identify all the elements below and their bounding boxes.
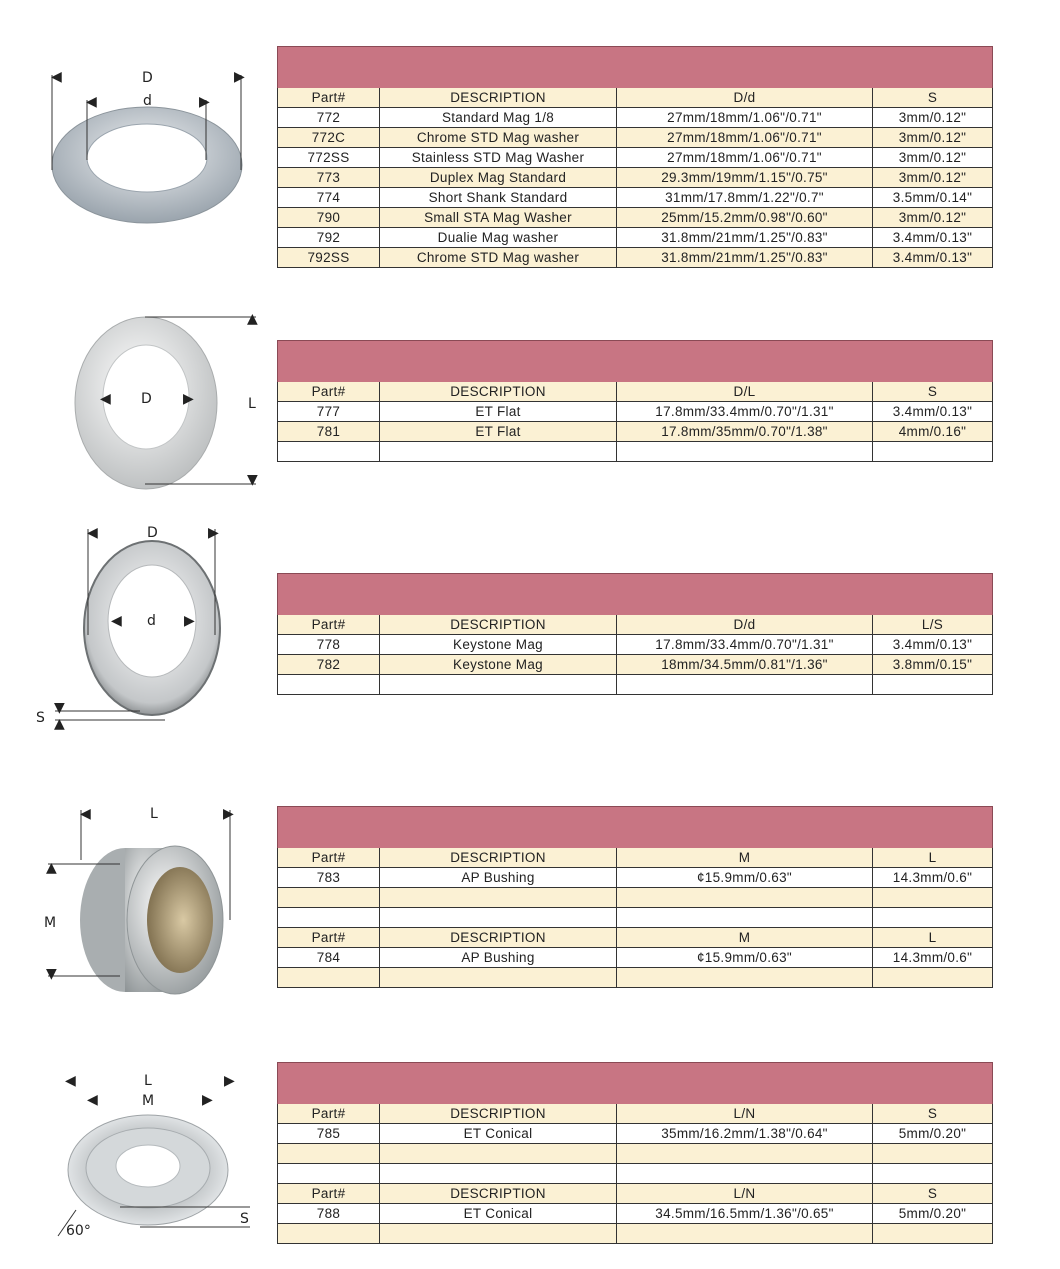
cell-thickness: 3mm/0.12" [898, 170, 967, 185]
cell-thickness: 4mm/0.16" [898, 424, 967, 439]
header-description: DESCRIPTION [380, 1184, 617, 1203]
table-row [277, 188, 993, 208]
cell-part: 772 [278, 108, 380, 127]
svg-text:▲: ▲ [247, 311, 258, 327]
cell-dimension [617, 1164, 873, 1183]
header-dimension: L/N [617, 1104, 873, 1123]
cell-description: ET Conical [380, 1204, 617, 1223]
cell-part [278, 908, 380, 927]
dim-label-M: M [44, 915, 57, 931]
svg-text:▲: ▲ [46, 860, 57, 876]
cell-part: 788 [278, 1204, 380, 1223]
table-header-row [277, 848, 993, 868]
svg-text:▶: ▶ [223, 806, 234, 822]
cell-part: 792 [278, 228, 380, 247]
cell-dimension [617, 968, 873, 987]
cell-description: ET Conical [380, 1124, 617, 1143]
cell-thickness: 3mm/0.12" [898, 210, 967, 225]
cell-thickness: 3.4mm/0.13" [892, 404, 973, 419]
cell-part: 790 [278, 208, 380, 227]
cell-thickness [873, 908, 992, 927]
cell-thickness [873, 675, 992, 694]
cell-description [380, 675, 617, 694]
cell-dimension: 18mm/34.5mm/0.81"/1.36" [617, 655, 873, 674]
table-row [277, 168, 993, 188]
cell-part: 785 [278, 1124, 380, 1143]
header-part: Part# [278, 615, 380, 634]
header-dimension: M [617, 848, 873, 867]
cell-thickness [873, 888, 992, 907]
table-row [277, 1144, 993, 1164]
cell-dimension [617, 888, 873, 907]
cell-thickness: 3.5mm/0.14" [892, 190, 973, 205]
table-row [277, 968, 993, 988]
cell-dimension [617, 675, 873, 694]
cell-dimension [617, 1144, 873, 1163]
dim-label-M: M [142, 1093, 155, 1109]
cell-dimension: 31.8mm/21mm/1.25"/0.83" [617, 248, 873, 267]
cell-part [278, 968, 380, 987]
table-title-bar [277, 806, 993, 848]
cell-description: Chrome STD Mag washer [380, 128, 617, 147]
cell-description [380, 1224, 617, 1243]
cell-description [380, 442, 617, 461]
header-description: DESCRIPTION [380, 928, 617, 947]
cell-thickness: 3mm/0.12" [898, 150, 967, 165]
header-part: Part# [278, 848, 380, 867]
cell-description [380, 888, 617, 907]
table-row [277, 422, 993, 442]
table-row [277, 402, 993, 422]
cell-part: 781 [278, 422, 380, 441]
cell-dimension: 17.8mm/35mm/0.70"/1.38" [617, 422, 873, 441]
cell-dimension: 27mm/18mm/1.06"/0.71" [617, 108, 873, 127]
svg-text:◀: ◀ [111, 613, 122, 629]
table-ap-bushing [277, 806, 993, 988]
cell-part [278, 1224, 380, 1243]
cell-description: AP Bushing [380, 868, 617, 887]
header-part: Part# [278, 88, 380, 107]
dim-label-D: D [141, 391, 152, 407]
header-part: Part# [278, 928, 380, 947]
svg-text:◀: ◀ [87, 1092, 98, 1108]
table-row [277, 442, 993, 462]
cell-part [278, 1164, 380, 1183]
cell-dimension: 17.8mm/33.4mm/0.70"/1.31" [617, 402, 873, 421]
table-row [277, 208, 993, 228]
table-mag-washers [277, 46, 993, 268]
cell-part: 784 [278, 948, 380, 967]
header-thickness: L [928, 850, 937, 865]
cell-thickness: 5mm/0.20" [898, 1126, 967, 1141]
cell-description: ET Flat [380, 422, 617, 441]
dim-label-S: S [36, 710, 45, 726]
header-thickness: S [927, 1106, 938, 1121]
cell-part [278, 442, 380, 461]
dim-label-S: S [240, 1211, 249, 1227]
table-et-conical [277, 1062, 993, 1244]
header-description: DESCRIPTION [380, 615, 617, 634]
cell-part: 774 [278, 188, 380, 207]
svg-text:▶: ▶ [199, 94, 210, 110]
angle-label: 60° [66, 1223, 91, 1239]
cell-dimension: 31.8mm/21mm/1.25"/0.83" [617, 228, 873, 247]
svg-text:▼: ▼ [54, 700, 65, 716]
svg-text:▶: ▶ [224, 1073, 235, 1089]
dim-label-D: D [147, 525, 158, 541]
cell-thickness [873, 968, 992, 987]
table-header-row [277, 88, 993, 108]
table-row [277, 1164, 993, 1184]
svg-text:◀: ◀ [65, 1073, 76, 1089]
cell-description: Stainless STD Mag Washer [380, 148, 617, 167]
table-row [277, 948, 993, 968]
dim-label-d: d [147, 613, 156, 629]
svg-text:◀: ◀ [100, 391, 111, 407]
svg-text:◀: ◀ [87, 525, 98, 541]
cell-dimension: 34.5mm/16.5mm/1.36"/0.65" [617, 1204, 873, 1223]
cell-thickness: 3mm/0.12" [898, 110, 967, 125]
cell-thickness: 3.4mm/0.13" [892, 250, 973, 265]
cell-description: Short Shank Standard [380, 188, 617, 207]
svg-text:▶: ▶ [208, 525, 219, 541]
cell-dimension [617, 1224, 873, 1243]
svg-text:▼: ▼ [247, 472, 258, 488]
table-header-row [277, 615, 993, 635]
cell-part: 777 [278, 402, 380, 421]
svg-text:◀: ◀ [80, 806, 91, 822]
table-header-row [277, 928, 993, 948]
cell-thickness [873, 442, 992, 461]
svg-text:◀: ◀ [51, 69, 62, 85]
table-row [277, 248, 993, 268]
header-part: Part# [278, 1184, 380, 1203]
table-row [277, 888, 993, 908]
cell-dimension: 17.8mm/33.4mm/0.70"/1.31" [617, 635, 873, 654]
svg-text:▶: ▶ [184, 613, 195, 629]
table-title-bar [277, 46, 993, 88]
cell-part: 792SS [278, 248, 380, 267]
table-row [277, 908, 993, 928]
cell-part [278, 675, 380, 694]
cell-dimension: 27mm/18mm/1.06"/0.71" [617, 148, 873, 167]
cell-part: 783 [278, 868, 380, 887]
header-thickness: S [927, 90, 938, 105]
cell-thickness [873, 1224, 992, 1243]
cell-dimension: 29.3mm/19mm/1.15"/0.75" [617, 168, 873, 187]
cell-part: 772C [278, 128, 380, 147]
cell-description [380, 908, 617, 927]
svg-text:◀: ◀ [86, 94, 97, 110]
diagram-mag-washer [0, 0, 270, 270]
table-row [277, 128, 993, 148]
cell-thickness [873, 1164, 992, 1183]
cell-thickness: 3.8mm/0.15" [892, 657, 973, 672]
header-thickness: S [927, 384, 938, 399]
header-description: DESCRIPTION [380, 382, 617, 401]
svg-text:▶: ▶ [234, 69, 245, 85]
header-thickness: L [928, 930, 937, 945]
table-row [277, 635, 993, 655]
cell-description [380, 1144, 617, 1163]
cell-part: 778 [278, 635, 380, 654]
et-conical-drawing [0, 1060, 270, 1260]
cell-thickness: 14.3mm/0.6" [892, 870, 973, 885]
cell-description: Chrome STD Mag washer [380, 248, 617, 267]
table-row [277, 868, 993, 888]
diagram-et-flat [0, 300, 270, 500]
dim-label-L: L [248, 396, 256, 412]
table-row [277, 675, 993, 695]
table-keystone-mag [277, 573, 993, 695]
cell-part: 782 [278, 655, 380, 674]
header-part: Part# [278, 1104, 380, 1123]
header-dimension: D/d [617, 615, 873, 634]
cell-dimension: 35mm/16.2mm/1.38"/0.64" [617, 1124, 873, 1143]
cell-thickness: 3.4mm/0.13" [892, 230, 973, 245]
table-header-row [277, 1184, 993, 1204]
diagram-ap-bushing [0, 800, 270, 1010]
dim-label-L: L [150, 806, 158, 822]
table-row [277, 1124, 993, 1144]
cell-dimension [617, 908, 873, 927]
cell-description: Small STA Mag Washer [380, 208, 617, 227]
cell-dimension: 25mm/15.2mm/0.98"/0.60" [617, 208, 873, 227]
header-thickness: L/S [921, 617, 944, 632]
cell-thickness: 3.4mm/0.13" [892, 637, 973, 652]
cell-dimension: 31mm/17.8mm/1.22"/0.7" [617, 188, 873, 207]
svg-text:▶: ▶ [183, 391, 194, 407]
et-flat-drawing [0, 300, 270, 500]
ap-bushing-drawing [0, 800, 270, 1010]
cell-description: Keystone Mag [380, 635, 617, 654]
dim-label-L: L [144, 1073, 152, 1089]
cell-description: Standard Mag 1/8 [380, 108, 617, 127]
dim-label-D: D [142, 70, 153, 86]
mag-washer-drawing [0, 0, 270, 270]
diagram-keystone [0, 515, 270, 735]
cell-description: Dualie Mag washer [380, 228, 617, 247]
header-thickness: S [927, 1186, 938, 1201]
header-description: DESCRIPTION [380, 88, 617, 107]
cell-dimension: 27mm/18mm/1.06"/0.71" [617, 128, 873, 147]
cell-thickness: 3mm/0.12" [898, 130, 967, 145]
svg-text:▲: ▲ [54, 716, 65, 732]
table-row [277, 148, 993, 168]
diagram-et-conical [0, 1060, 270, 1260]
cell-thickness: 5mm/0.20" [898, 1206, 967, 1221]
table-row [277, 655, 993, 675]
cell-description: Duplex Mag Standard [380, 168, 617, 187]
header-dimension: L/N [617, 1184, 873, 1203]
cell-part [278, 1144, 380, 1163]
table-row [277, 1204, 993, 1224]
cell-dimension: ¢15.9mm/0.63" [617, 868, 873, 887]
header-dimension: M [617, 928, 873, 947]
cell-description: Keystone Mag [380, 655, 617, 674]
keystone-drawing [0, 515, 270, 735]
cell-description [380, 968, 617, 987]
header-dimension: D/d [617, 88, 873, 107]
header-dimension: D/L [617, 382, 873, 401]
header-description: DESCRIPTION [380, 1104, 617, 1123]
cell-description: ET Flat [380, 402, 617, 421]
header-part: Part# [278, 382, 380, 401]
header-description: DESCRIPTION [380, 848, 617, 867]
table-title-bar [277, 1062, 993, 1104]
cell-description [380, 1164, 617, 1183]
table-row [277, 1224, 993, 1244]
table-row [277, 228, 993, 248]
cell-description: AP Bushing [380, 948, 617, 967]
table-et-flat [277, 340, 993, 462]
svg-text:▼: ▼ [46, 966, 57, 982]
cell-part: 773 [278, 168, 380, 187]
cell-thickness: 14.3mm/0.6" [892, 950, 973, 965]
cell-thickness [873, 1144, 992, 1163]
table-header-row [277, 382, 993, 402]
table-title-bar [277, 573, 993, 615]
svg-text:▶: ▶ [202, 1092, 213, 1108]
table-title-bar [277, 340, 993, 382]
cell-part: 772SS [278, 148, 380, 167]
dim-label-d: d [143, 93, 152, 109]
cell-dimension: ¢15.9mm/0.63" [617, 948, 873, 967]
cell-dimension [617, 442, 873, 461]
table-header-row [277, 1104, 993, 1124]
table-row [277, 108, 993, 128]
cell-part [278, 888, 380, 907]
